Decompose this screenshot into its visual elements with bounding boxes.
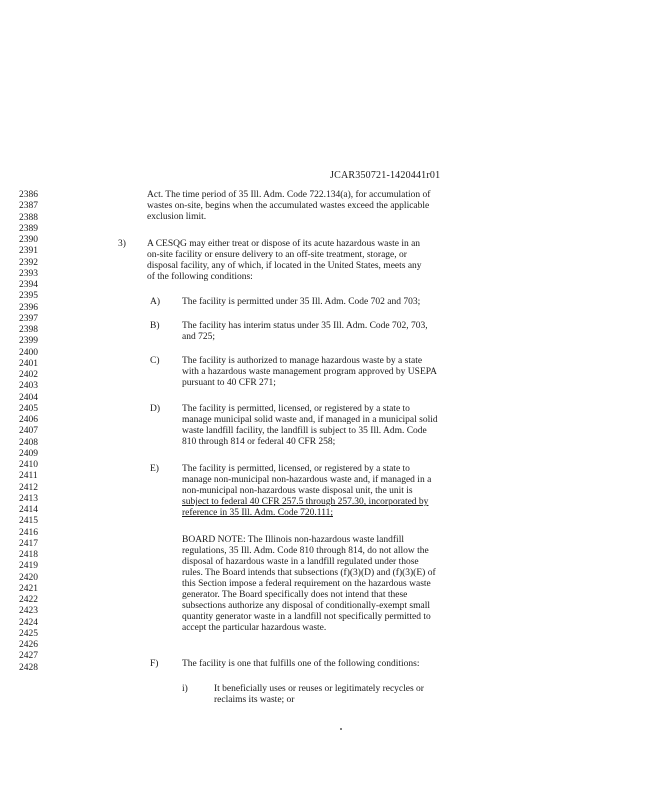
line-number: 2424 (19, 617, 38, 628)
line-number: 2394 (19, 280, 38, 290)
item-b-label: B) (150, 321, 160, 331)
paragraph-line: The facility is permitted, licensed, or registered by a state to (182, 464, 410, 474)
paragraph-line: pursuant to 40 CFR 271; (182, 378, 276, 388)
board-note-line: quantity generator waste in a landfill not specifically permitted to (182, 612, 431, 622)
paragraph-line: The facility is permitted, licensed, or registered by a state to (182, 404, 410, 414)
line-number: 2408 (19, 437, 38, 448)
line-number: 2388 (19, 212, 38, 223)
paragraph-line: The facility is permitted under 35 Ill. Adm. Code 702 and 703; (182, 297, 421, 307)
line-number: 2418 (19, 550, 38, 560)
line-number: 2402 (19, 370, 38, 380)
item-e-label: E) (150, 464, 159, 474)
board-note-line: subsections authorize any disposal of conditionally-exempt small (182, 601, 431, 611)
paragraph-line: with a hazardous waste management program approved by USEPA (182, 367, 438, 377)
line-number: 2419 (19, 561, 38, 572)
line-number: 2422 (19, 595, 38, 605)
paragraph-line: waste landfill facility, the landfill is subject to 35 Ill. Adm. Code (182, 426, 427, 436)
paragraph-line: The facility is authorized to manage hazardous waste by a state (182, 356, 423, 366)
paragraph-line: disposal facility, any of which, if located in the United States, meets any (147, 261, 422, 271)
line-number: 2403 (19, 381, 38, 392)
line-number: 2399 (19, 336, 38, 347)
paragraph-line: non-municipal non-hazardous waste disposal unit, the unit is (182, 486, 413, 496)
paragraph-line: on-site facility or ensure delivery to an off-site treatment, storage, or (147, 250, 407, 260)
line-number: 2411 (19, 471, 38, 482)
line-number: 2389 (19, 223, 38, 234)
line-number: 2409 (19, 448, 38, 459)
line-number: 2405 (19, 403, 38, 414)
item-a-label: A) (150, 297, 161, 307)
line-number: 2391 (19, 246, 38, 257)
paragraph-line: Act. The time period of 35 Ill. Adm. Code 722.134(a), for accumulation of (147, 190, 431, 200)
line-number: 2407 (19, 426, 38, 437)
line-number: 2400 (19, 347, 38, 358)
line-number: 2401 (19, 358, 38, 369)
board-note-line: this Section impose a federal requirement on the hazardous waste (182, 579, 431, 589)
board-note-line: disposal of hazardous waste in a landfill regulated under those (182, 557, 419, 567)
line-number: 2406 (19, 415, 38, 425)
line-number: 2386 (19, 190, 38, 200)
paragraph-line: It beneficially uses or reuses or legitimately recycles or (214, 684, 424, 694)
line-number: 2415 (19, 516, 38, 527)
line-number: 2410 (19, 460, 38, 470)
paragraph-line-amended: reference in 35 Ill. Adm. Code 720.111; (182, 508, 333, 518)
paragraph-line: The facility has interim status under 35 Ill. Adm. Code 702, 703, (182, 321, 428, 331)
line-number: 2396 (19, 302, 38, 313)
line-number: 2397 (19, 313, 38, 324)
line-number: 2417 (19, 538, 38, 549)
board-note-line: accept the particular hazardous waste. (182, 623, 327, 633)
line-number: 2426 (19, 640, 38, 650)
line-number: 2387 (19, 201, 38, 212)
paragraph-line: The facility is one that fulfills one of the following conditions: (182, 659, 420, 669)
line-number: 2404 (19, 392, 38, 403)
line-number: 2413 (19, 493, 38, 504)
board-note-line: rules. The Board intends that subsections (f)(3)(D) and (f)(3)(E) of (182, 568, 436, 578)
paragraph-line: manage non-municipal non-hazardous waste and, if managed in a (182, 475, 432, 485)
document-header: JCAR350721-1420441r01 (330, 170, 441, 181)
board-note-line: generator. The Board specifically does not intend that these (182, 590, 408, 600)
item-d-label: D) (150, 404, 161, 414)
paragraph-line: of the following conditions: (147, 272, 253, 282)
paragraph-line: reclaims its waste; or (214, 695, 295, 705)
line-number: 2392 (19, 257, 38, 268)
paragraph-line: and 725; (182, 332, 215, 342)
board-note-line: regulations, 35 Ill. Adm. Code 810 through 814, do not allow the (182, 546, 429, 556)
line-number: 2428 (19, 662, 38, 673)
page-speck (340, 728, 342, 730)
paragraph-line-amended: subject to federal 40 CFR 257.5 through 257.30, incorporated by (182, 497, 429, 507)
paragraph-line: manage municipal solid waste and, if managed in a municipal solid (182, 415, 438, 425)
line-number: 2427 (19, 651, 38, 662)
line-number: 2395 (19, 291, 38, 302)
paragraph-line: exclusion limit. (147, 212, 207, 222)
paragraph-line: 810 through 814 or federal 40 CFR 258; (182, 437, 336, 447)
line-number: 2412 (19, 482, 38, 493)
line-number: 2398 (19, 325, 38, 335)
line-number: 2414 (19, 505, 38, 515)
line-number: 2393 (19, 268, 38, 279)
board-note-line: BOARD NOTE: The Illinois non-hazardous waste landfill (182, 535, 404, 545)
item-c-label: C) (150, 356, 160, 366)
line-number: 2425 (19, 628, 38, 639)
paragraph-line: wastes on-site, begins when the accumulated wastes exceed the applicable (147, 201, 430, 211)
line-number: 2423 (19, 606, 38, 617)
line-number: 2421 (19, 583, 38, 594)
line-number: 2390 (19, 235, 38, 245)
line-number: 2416 (19, 527, 38, 538)
item-i-label: i) (182, 684, 188, 694)
paragraph-line: A CESQG may either treat or dispose of its acute hazardous waste in an (147, 239, 421, 249)
item-f-label: F) (150, 659, 159, 669)
item-3-label: 3) (118, 239, 126, 249)
line-number: 2420 (19, 572, 38, 583)
